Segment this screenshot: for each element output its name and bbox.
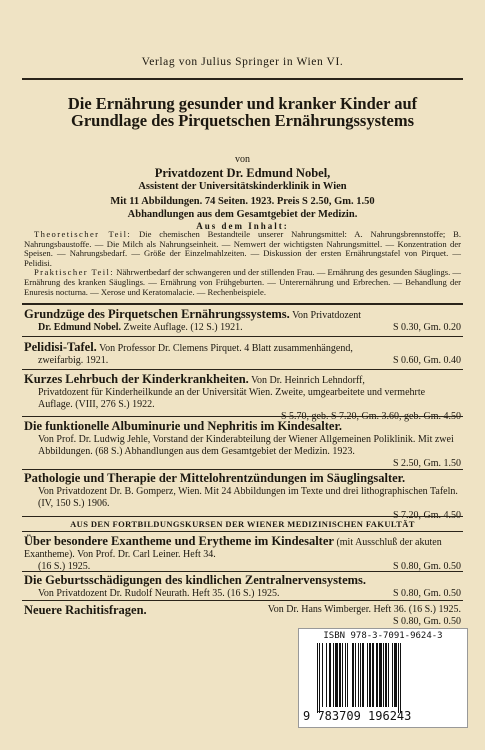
entry-price: S 5.70, geb. S 7.20, Gm. 3.60, geb. Gm. 4.50 [281,411,461,422]
entry-title: Neuere Rachitisfragen. [24,603,147,617]
entry-title: Pelidisi-Tafel. [24,340,97,354]
entry-title: Über besondere Exantheme und Erytheme im Kindesalter [24,534,334,548]
barcode-bars [317,643,457,707]
entry-price: S 0.60, Gm. 0.40 [392,355,461,366]
contents-heading: Aus dem Inhalt: [196,221,289,231]
main-affiliation: Assistent der Universitätskinderklinik in Wien [138,181,347,192]
divider [22,416,463,417]
entry-text: Von Privatdozent Dr. B. Gomperz, Wien. Mit 24 Abbildungen im Texte und drei lithographischen Tafeln. (IV, 150 S.) 1906. [38,486,458,509]
main-author: Privatdozent Dr. Edmund Nobel, [154,166,331,180]
entry-text: Zweite Auflage. (12 S.) 1921. [123,322,243,333]
entry-text: Von Privatdozent [292,310,362,321]
main-title: Die Ernährung gesunder und kranker Kinder auf Grundlage des Pirquetschen Ernährungssystems [67,94,418,130]
entry-text: Von Prof. Dr. Ludwig Jehle, Vorstand der Kinderabteilung der Wiener Allgemeinen Poliklinik. Mit zwei Abbildungen. (68 S.) Abhandlungen aus dem Gesamtgebiet der Medizin. 1923. [38,434,454,457]
by-line: von [235,154,250,165]
divider [22,571,463,572]
entry-title: Pathologie und Therapie der Mittelohrentzündungen im Säuglingsalter. [24,471,406,485]
divider [22,600,463,601]
divider [22,336,463,337]
contents-text [24,230,461,297]
entry-author: Dr. Edmund Nobel. [38,322,121,333]
book-entry [24,472,461,522]
entry-price: S 2.50, Gm. 1.50 [392,458,461,469]
theoretical-label: Theoretischer Teil: [34,229,132,239]
barcode-digits-text: 9 783709 196243 [303,709,412,723]
entry-text: (16 S.) 1925. [38,561,91,572]
entry-price: S 7.20, Gm. 4.50 [392,510,461,521]
entry-text: Von Dr. Hans Wimberger. Heft 36. (16 S.) 1925. [267,604,461,615]
book-entry [24,574,461,600]
entry-title: Kurzes Lehrbuch der Kinderkrankheiten. [24,372,249,386]
entry-title: Die funktionelle Albuminurie und Nephritis im Kindesalter. [24,419,342,433]
entry-text: zweifarbig. 1921. [38,355,109,366]
entry-title: Grundzüge des Pirquetschen Ernährungssystems. [24,307,290,321]
entry-text: Von Dr. Heinrich Lehndorff, [251,375,365,386]
book-entry [24,308,461,334]
practical-label: Praktischer Teil: [34,267,115,278]
theoretical-text: Die chemischen Bestandteile unserer Nahrungsmittel: A. Nahrungsbrennstoffe; B. Nahrungsbaustoffe. — Die Milch als Nahrungseinheit. — Nemwert der wichtigsten Nahrungsmittel. — Konzentration der Speisen. — Nahrungsbedarf. — Größe der Einzelmahlzeiten. — Diskussion der ersten Ernährungstafel von Pirquet. — Pelidisi. [24,229,461,268]
practical-text: Nährwertbedarf der schwangeren und der stillenden Frau. — Ernährung des gesunden Säuglings. — Ernährung des kranken Säuglings. — Ernährung von Frühgeburten. — Unterernährung und Erbrechen. — Behandlung der Enuresis nocturna. — Xerose und Keratomalacie. — Rechenbeispiele. [24,267,461,297]
header-rule [22,78,463,80]
entry-text: Von Professor Dr. Clemens Pirquet. 4 Blatt zusammenhängend, [99,343,353,354]
barcode-digits [303,709,463,723]
entry-text: Von Privatdozent Dr. Rudolf Neurath. Heft 35. (16 S.) 1925. [38,588,280,599]
main-series: Abhandlungen aus dem Gesamtgebiet der Medizin. [127,209,358,220]
entry-price: S 0.30, Gm. 0.20 [392,322,461,333]
entry-text: Privatdozent für Kinderheilkunde an der Universität Wien. Zweite, umgearbeitete und vermehrte Auflage. (VIII, 276 S.) 1922. [38,387,426,410]
book-entry [24,341,461,367]
divider [22,516,463,517]
divider [22,303,463,305]
entry-price: S 0.80, Gm. 0.50 [392,616,461,627]
barcode [298,628,468,728]
barcode-bar [400,643,401,713]
entry-detail [160,604,461,628]
divider [22,369,463,370]
book-entry [24,535,461,573]
entry-title: Die Geburtsschädigungen des kindlichen Zentralnervensystems. [24,573,367,587]
entry-price: S 0.80, Gm. 0.50 [392,561,461,572]
divider [22,531,463,532]
main-details: Mit 11 Abbildungen. 74 Seiten. 1923. Preis S 2.50, Gm. 1.50 [110,196,375,207]
entry-text: (mit Ausschluß der akuten Exantheme). Von Prof. Dr. Carl Leiner. Heft 34. [24,537,442,560]
isbn-label: ISBN 978-3-7091-9624-3 [323,631,443,641]
entry-price: S 0.80, Gm. 0.50 [392,588,461,599]
publisher-line: Verlag von Julius Springer in Wien VI. [141,56,344,68]
book-entry [24,420,461,470]
section-heading: AUS DEN FORTBILDUNGSKURSEN DER WIENER MEDIZINISCHEN FAKULTÄT [70,519,415,529]
divider [22,469,463,470]
